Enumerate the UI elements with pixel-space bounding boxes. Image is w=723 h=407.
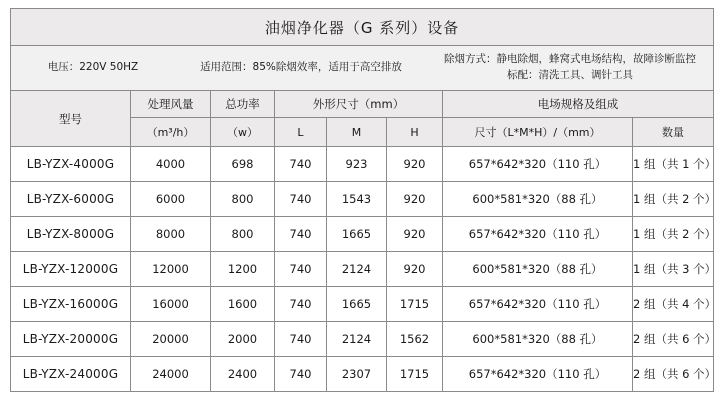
note-method-line2: 标配：清洗工具、调针工具 [507,69,634,81]
cell-dim-m: 1665 [327,287,387,322]
specification-table [10,8,717,392]
header-field-size: 尺寸（L*M*H）/（mm） [443,118,633,147]
cell-field-qty: 1 组（共 2 个） [633,182,714,217]
table-row [11,252,714,287]
cell-dim-h: 1715 [387,357,443,392]
cell-dim-m: 923 [327,147,387,182]
cell-air-volume: 20000 [131,322,211,357]
cell-model: LB-YZX-8000G [11,217,131,252]
header-dim-m: M [327,118,387,147]
page-title: 油烟净化器（G 系列）设备 [11,9,714,46]
cell-dim-h: 920 [387,182,443,217]
header-row-group [11,91,714,118]
cell-dim-m: 2124 [327,252,387,287]
cell-air-volume: 4000 [131,147,211,182]
cell-dim-l: 740 [275,252,327,287]
cell-model: LB-YZX-20000G [11,322,131,357]
cell-power: 800 [211,217,275,252]
header-dim-h: H [387,118,443,147]
cell-field-size: 600*581*320（88 孔） [443,182,633,217]
cell-power: 800 [211,182,275,217]
cell-dim-l: 740 [275,322,327,357]
cell-air-volume: 16000 [131,287,211,322]
cell-dim-h: 1715 [387,287,443,322]
header-field-qty: 数量 [633,118,714,147]
cell-air-volume: 6000 [131,182,211,217]
cell-power: 1600 [211,287,275,322]
cell-dim-m: 2307 [327,357,387,392]
cell-dim-h: 1562 [387,322,443,357]
table-row [11,217,714,252]
cell-field-qty: 1 组（共 2 个） [633,217,714,252]
cell-dim-m: 2124 [327,322,387,357]
notes-cell [11,46,714,91]
cell-dim-l: 740 [275,182,327,217]
cell-dim-h: 920 [387,147,443,182]
header-air-volume-unit: （m³/h） [131,118,211,147]
cell-air-volume: 24000 [131,357,211,392]
cell-model: LB-YZX-12000G [11,252,131,287]
cell-dim-m: 1665 [327,217,387,252]
table-row [11,182,714,217]
table-row [11,357,714,392]
cell-power: 2400 [211,357,275,392]
cell-dim-m: 1543 [327,182,387,217]
table-row [11,147,714,182]
cell-dim-h: 920 [387,252,443,287]
cell-dim-l: 740 [275,357,327,392]
header-power-unit: （w） [211,118,275,147]
cell-dim-l: 740 [275,147,327,182]
cell-field-size: 657*642*320（110 孔） [443,357,633,392]
header-dim-l: L [275,118,327,147]
cell-field-qty: 2 组（共 4 个） [633,287,714,322]
cell-field-size: 657*642*320（110 孔） [443,217,633,252]
table-row [11,322,714,357]
cell-air-volume: 8000 [131,217,211,252]
cell-field-qty: 1 组（共 3 个） [633,252,714,287]
cell-model: LB-YZX-6000G [11,182,131,217]
note-application: 适用范围：85%除烟效率，适用于高空排放 [200,61,402,74]
table-row [11,287,714,322]
cell-field-qty: 2 组（共 6 个） [633,322,714,357]
cell-field-size: 657*642*320（110 孔） [443,147,633,182]
header-power: 总功率 [211,91,275,118]
cell-field-qty: 2 组（共 6 个） [633,357,714,392]
cell-model: LB-YZX-24000G [11,357,131,392]
header-air-volume: 处理风量 [131,91,211,118]
note-method-line1: 除烟方式：静电除烟，蜂窝式电场结构，故障诊断监控 [444,53,697,66]
cell-field-size: 600*581*320（88 孔） [443,252,633,287]
header-model: 型号 [11,91,131,147]
cell-power: 1200 [211,252,275,287]
header-field-group: 电场规格及组成 [443,91,714,118]
note-voltage: 电压：220V 50HZ [47,61,139,74]
cell-air-volume: 12000 [131,252,211,287]
cell-dim-l: 740 [275,287,327,322]
cell-field-qty: 1 组（共 1 个） [633,147,714,182]
note-method [427,52,713,84]
cell-model: LB-YZX-16000G [11,287,131,322]
cell-power: 698 [211,147,275,182]
cell-dim-h: 920 [387,217,443,252]
cell-field-size: 600*581*320（88 孔） [443,322,633,357]
notes-row [11,46,714,91]
cell-field-size: 657*642*320（110 孔） [443,287,633,322]
cell-power: 2000 [211,322,275,357]
cell-model: LB-YZX-4000G [11,147,131,182]
header-dimensions-group: 外形尺寸（mm） [275,91,443,118]
cell-dim-l: 740 [275,217,327,252]
title-row [11,9,714,46]
